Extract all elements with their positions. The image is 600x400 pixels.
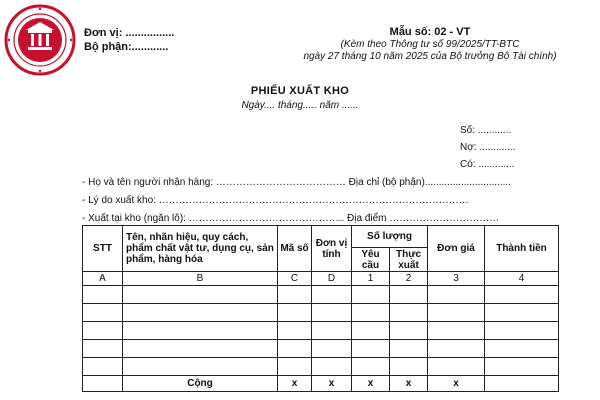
table-row (83, 358, 559, 376)
form-reference-block (270, 26, 590, 63)
table-cell (123, 340, 278, 358)
table-cell (428, 322, 485, 340)
table-row-column-codes (83, 272, 559, 286)
table-cell (390, 322, 428, 340)
table-cell (428, 340, 485, 358)
header-unit: Đơn vị tính (312, 226, 352, 272)
header-quantity: Số lượng (352, 226, 428, 248)
table-row (83, 304, 559, 322)
total-label: Cộng (123, 376, 278, 392)
unit-label: Đơn vị: ................ (84, 27, 175, 39)
column-code: 1 (352, 272, 390, 286)
header-requested: Yêu cầu (352, 248, 390, 272)
header-stt: STT (83, 226, 123, 272)
table-row (83, 340, 559, 358)
table-cell (485, 358, 559, 376)
table-cell (485, 286, 559, 304)
table-cell (123, 358, 278, 376)
table-cell (83, 286, 123, 304)
logo-seal (4, 4, 76, 76)
total-mark: x (390, 376, 428, 392)
table-cell (83, 322, 123, 340)
column-code: C (278, 272, 312, 286)
form-legal-ref-2: ngày 27 tháng 10 năm 2025 của Bộ trưởng Bộ Tài chính) (303, 51, 557, 62)
table-cell (390, 340, 428, 358)
total-mark: x (428, 376, 485, 392)
table-cell (83, 304, 123, 322)
total-cell (485, 376, 559, 392)
table-cell (278, 340, 312, 358)
table-cell (352, 322, 390, 340)
unit-block (84, 26, 174, 54)
issue-table (82, 225, 559, 392)
table-cell (278, 286, 312, 304)
column-code: D (312, 272, 352, 286)
table-cell (278, 304, 312, 322)
document-title: PHIẾU XUẤT KHO (250, 85, 350, 97)
table-cell (428, 286, 485, 304)
header-price: Đơn giá (428, 226, 485, 272)
header-amount: Thành tiền (485, 226, 559, 272)
form-legal-ref-1: (Kèm theo Thông tư số 99/2025/TT-BTC (340, 39, 520, 50)
table-cell (428, 358, 485, 376)
table-cell (352, 340, 390, 358)
table-cell (312, 358, 352, 376)
table-cell (312, 286, 352, 304)
total-mark: x (278, 376, 312, 392)
table-cell (352, 286, 390, 304)
column-code: 4 (485, 272, 559, 286)
table-cell (390, 304, 428, 322)
table-cell (352, 304, 390, 322)
table-cell (123, 304, 278, 322)
table-cell (428, 304, 485, 322)
table-cell (312, 304, 352, 322)
info-lines (82, 174, 592, 228)
header-actual: Thực xuất (390, 248, 428, 272)
column-code: 2 (390, 272, 428, 286)
column-code: A (83, 272, 123, 286)
column-code: 3 (428, 272, 485, 286)
table-cell (278, 358, 312, 376)
table-total-row (83, 376, 559, 392)
no-field: Nợ: ............. (460, 142, 516, 153)
table-cell (123, 286, 278, 304)
so-field: Số: ............ (460, 125, 512, 136)
total-mark: x (352, 376, 390, 392)
table-cell (83, 358, 123, 376)
table-cell (123, 322, 278, 340)
department-label: Bộ phận:............ (84, 41, 169, 53)
table-row (83, 286, 559, 304)
table-cell (312, 322, 352, 340)
table-cell (278, 322, 312, 340)
table-cell (485, 322, 559, 340)
total-cell (83, 376, 123, 392)
table-row (83, 322, 559, 340)
header-item-name: Tên, nhãn hiệu, quy cách, phẩm chất vật tư, dụng cụ, sản phẩm, hàng hóa (123, 226, 278, 272)
column-code: B (123, 272, 278, 286)
table-cell (485, 304, 559, 322)
table-cell (83, 340, 123, 358)
table-cell (485, 340, 559, 358)
header-code: Mã số (278, 226, 312, 272)
warehouse-line: - Xuất tại kho (ngăn lô): ……………………………………….. Địa điểm …………………………… (82, 213, 500, 224)
form-number: Mẫu số: 02 - VT (389, 26, 471, 38)
table-cell (352, 358, 390, 376)
table-cell (390, 358, 428, 376)
table-cell (312, 340, 352, 358)
total-mark: x (312, 376, 352, 392)
receiver-line: - Họ và tên người nhận hàng: ………………………………… Địa chỉ (bộ phận)............................... (82, 177, 511, 188)
co-field: Có: ............. (460, 159, 515, 170)
table-header-row (83, 226, 559, 248)
reason-line: - Lý do xuất kho: ………………………………………………………………………………… (82, 195, 469, 206)
accounting-refs (460, 122, 515, 173)
document-date-line: Ngày.... tháng..... năm ...... (241, 100, 359, 111)
table-cell (390, 286, 428, 304)
